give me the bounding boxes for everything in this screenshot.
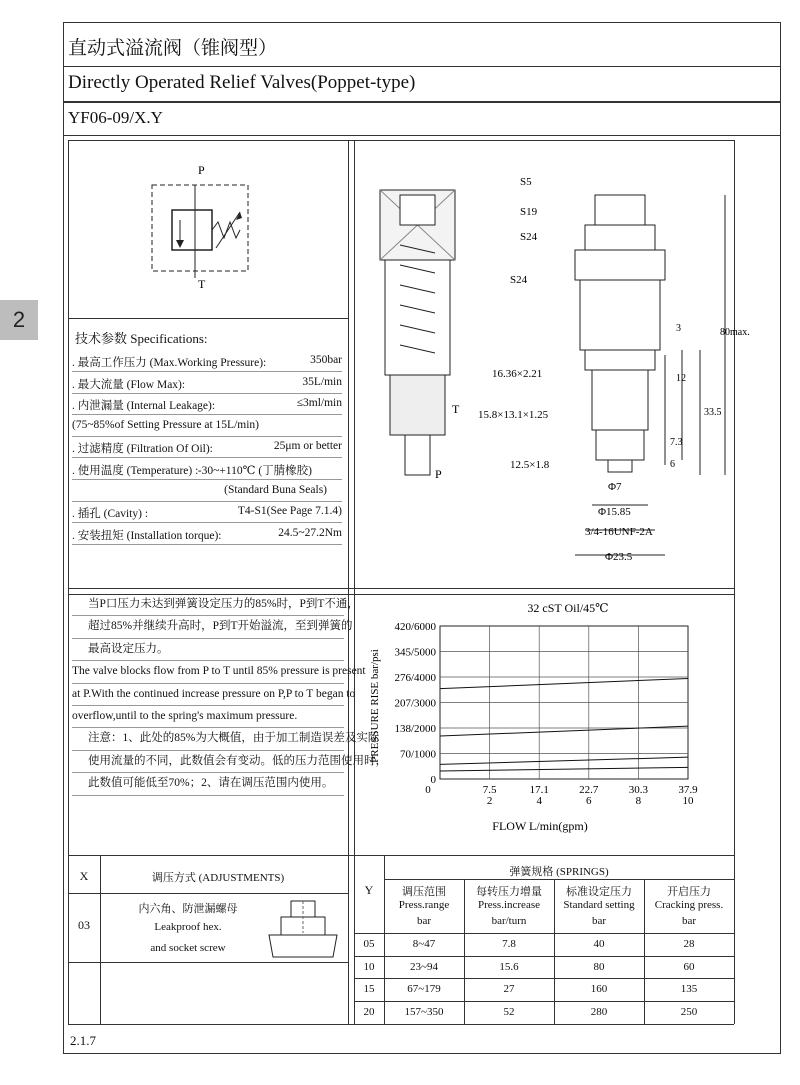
y-tick-label: 345/5000 <box>394 646 436 659</box>
spec-key: . 过滤精度 (Filtration Of Oil): <box>72 443 213 456</box>
description-line: The valve blocks flow from P to T until 85% pressure is present <box>72 661 344 683</box>
divider <box>63 101 780 103</box>
section-port-t: T <box>452 402 460 416</box>
dim-12: 12 <box>676 373 686 384</box>
spring-value: 157~350 <box>404 1005 444 1018</box>
adj-col-x: X <box>79 869 89 883</box>
spec-key: (75~85%of Setting Pressure at 15L/min) <box>72 418 259 431</box>
spec-value: -30~+110℃ (丁腈橡胶) <box>197 465 312 477</box>
y-tick-label: 207/3000 <box>394 697 436 710</box>
divider <box>68 318 348 319</box>
outline-view <box>575 195 665 472</box>
divider <box>354 1001 734 1002</box>
spec-value: 350bar <box>310 354 342 366</box>
spring-value: 67~179 <box>407 983 441 995</box>
dim-6: 6 <box>670 459 675 470</box>
spring-code: 10 <box>363 960 375 973</box>
x-tick-label-gpm: 8 <box>635 795 642 807</box>
spec-row <box>72 459 342 480</box>
spec-value: (Standard Buna Seals) <box>224 483 327 496</box>
description-line: 使用流量的不同，此数值会有变动。低的压力范围使用时， <box>72 751 344 773</box>
divider <box>68 140 734 141</box>
spec-key: . 最大流量 (Flow Max): <box>72 378 186 391</box>
series-line <box>440 767 688 771</box>
spec-row <box>72 437 342 458</box>
adj-desc-en1: Leakproof hex. <box>154 921 222 933</box>
spec-key: . 使用温度 (Temperature) : <box>72 465 199 477</box>
spring-value: 15.6 <box>499 960 519 973</box>
dimension-lines <box>575 195 725 555</box>
y-tick-label: 276/4000 <box>394 672 436 684</box>
label-oring2: 15.8×13.1×1.25 <box>478 409 549 421</box>
springs-col-header: bar <box>416 915 432 927</box>
springs-col-header: Press.increase <box>477 899 540 911</box>
chart-title: 32 cST Oil/45℃ <box>527 601 609 615</box>
spec-row <box>72 502 342 523</box>
series-line <box>440 757 688 764</box>
divider <box>68 1024 734 1025</box>
adj-code: 03 <box>78 918 90 932</box>
section-tab <box>0 300 38 340</box>
adjustments-table <box>68 855 348 1024</box>
section-port-p: P <box>435 467 442 481</box>
divider <box>63 135 780 136</box>
spec-key: . 内泄漏量 (Internal Leakage): <box>72 400 216 413</box>
adjust-arrow <box>216 212 240 248</box>
spec-value: ≤3ml/min <box>296 397 342 410</box>
series-line <box>440 678 688 688</box>
spring-icon <box>212 222 240 238</box>
spec-key: . 最高工作压力 (Max.Working Pressure): <box>72 357 267 369</box>
x-tick-label-gpm: 4 <box>536 795 542 807</box>
x-tick-label-gpm: 6 <box>586 795 592 807</box>
label-d15: Φ15.85 <box>598 506 631 518</box>
dim-80: 80max. <box>720 327 750 338</box>
springs-col-header: Standard setting <box>563 899 635 911</box>
arrow-head <box>176 240 184 248</box>
adj-desc-cn: 内六角、防泄漏螺母 <box>138 903 238 915</box>
spec-value: T4-S1(See Page 7.1.4) <box>237 505 342 518</box>
x-tick-label: 0 <box>425 784 431 796</box>
divider <box>384 879 734 880</box>
title-en: Directly Operated Relief Valves(Poppet-type) <box>68 72 416 93</box>
chart-ylabel: PRESSURE RISE bar/psi <box>369 649 381 763</box>
label-d23: Φ23.5 <box>605 551 633 563</box>
divider <box>354 933 734 934</box>
springs-col-header: 调压范围 <box>402 886 446 898</box>
symbol-port-t: T <box>198 277 206 291</box>
spring-value: 27 <box>503 983 515 995</box>
specs-heading: 技术参数 Specifications: <box>75 331 208 346</box>
description-line: 注意：1、此处的85%为大概值，由于加工制造误差及实际 <box>72 728 344 750</box>
label-s19: S19 <box>520 206 538 218</box>
x-tick-label-gpm: 10 <box>682 795 694 807</box>
x-tick-label: 17.1 <box>529 784 549 796</box>
spring-code: 20 <box>363 1005 375 1018</box>
springs-table <box>354 855 734 1024</box>
x-tick-label: 30.3 <box>628 784 649 796</box>
spring-value: 7.8 <box>502 938 516 950</box>
page-number: 2.1.7 <box>70 1033 96 1048</box>
divider <box>63 66 780 67</box>
description-line: 超过85%并继续升高时，P到T开始溢流，至到弹簧的 <box>72 616 344 638</box>
x-tick-label-gpm: 2 <box>486 795 493 807</box>
divider <box>354 978 734 979</box>
springs-col-header: Press.range <box>398 899 450 911</box>
description-line: 此数值可能低至70%；2、请在调压范围内使用。 <box>72 773 344 795</box>
x-tick-label: 7.5 <box>482 784 497 796</box>
dim-7: 7.3 <box>670 437 683 448</box>
divider <box>554 879 555 1024</box>
spec-row <box>72 394 342 415</box>
spec-value: 24.5~27.2Nm <box>278 526 342 539</box>
springs-col-header: bar <box>681 915 697 927</box>
springs-col-header: 开启压力 <box>667 886 711 898</box>
x-tick-label: 22.7 <box>579 784 599 796</box>
springs-col-header: 标准设定压力 <box>566 886 632 898</box>
dim-33: 33.5 <box>704 407 722 418</box>
spring-value: 60 <box>683 960 695 973</box>
divider <box>734 140 735 1024</box>
adj-desc-en2: and socket screw <box>150 942 226 954</box>
divider <box>354 956 734 957</box>
label-thread: 3/4-16UNF-2A <box>585 526 653 538</box>
label-d7: Φ7 <box>608 481 622 493</box>
divider <box>68 893 348 894</box>
divider <box>68 588 734 589</box>
springs-col-header: 每转压力增量 <box>476 886 542 898</box>
model-code: YF06-09/X.Y <box>68 108 163 127</box>
spec-row <box>72 481 342 502</box>
y-tick-label: 420/6000 <box>394 621 436 633</box>
title-cn: 直动式溢流阀（锥阀型） <box>68 38 278 59</box>
divider <box>644 879 645 1024</box>
spec-row <box>72 373 342 394</box>
dim-3: 3 <box>676 323 681 334</box>
label-s5: S5 <box>520 176 532 188</box>
spring-value: 280 <box>590 1005 608 1018</box>
section-view <box>380 190 455 475</box>
divider <box>68 962 348 963</box>
symbol-port-p: P <box>198 163 205 177</box>
label-s24a: S24 <box>520 231 538 243</box>
springs-col-header: bar/turn <box>491 915 527 927</box>
symbol-dashed-box <box>152 185 248 271</box>
spec-row <box>72 351 342 372</box>
spring-value: 28 <box>683 938 695 950</box>
spec-key: . 插孔 (Cavity) : <box>72 508 149 521</box>
springs-col-header: bar <box>591 915 607 927</box>
label-s24b: S24 <box>510 274 528 286</box>
springs-col-header: Cracking press. <box>654 899 724 911</box>
spring-value: 135 <box>680 983 698 995</box>
spring-code: 15 <box>363 983 375 995</box>
hydraulic-symbol <box>140 160 260 290</box>
spring-value: 52 <box>503 1005 515 1018</box>
spec-key: . 安装扭矩 (Installation torque): <box>72 529 222 542</box>
hex-screw-icon <box>263 897 343 959</box>
section-tab-label: 2 <box>12 307 26 332</box>
description-line: overflow,until to the spring's maximum pressure. <box>72 706 344 728</box>
spec-row <box>72 524 342 545</box>
spec-row <box>72 416 342 437</box>
description-line: 当P口压力未达到弹簧设定压力的85%时，P到T不通， <box>72 594 344 616</box>
label-oring1: 16.36×2.21 <box>492 368 543 380</box>
spring-code: 05 <box>363 938 375 950</box>
description-line: at P.With the continued increase pressure on P,P to T began to <box>72 684 344 706</box>
valve-drawing <box>360 145 750 585</box>
spring-value: 8~47 <box>412 938 436 950</box>
y-tick-label: 138/2000 <box>394 723 436 735</box>
spring-value: 23~94 <box>410 960 438 973</box>
divider <box>100 855 101 1024</box>
y-tick-label: 70/1000 <box>399 748 436 761</box>
label-oring3: 12.5×1.8 <box>510 459 550 471</box>
spec-value: 25μm or better <box>273 440 342 453</box>
y-tick-label: 0 <box>430 774 436 786</box>
spec-value: 35L/min <box>302 375 342 388</box>
pressure-chart <box>360 596 730 851</box>
spring-value: 80 <box>593 960 605 973</box>
springs-head: 弹簧规格 (SPRINGS) <box>509 866 609 878</box>
divider <box>348 140 349 1024</box>
spring-value: 250 <box>680 1005 698 1018</box>
spring-value: 40 <box>593 938 605 950</box>
chart-xlabel: FLOW L/min(gpm) <box>492 819 588 833</box>
springs-col-y: Y <box>364 883 374 897</box>
description-line: 最高设定压力。 <box>72 639 344 661</box>
spring-value: 160 <box>590 983 608 995</box>
divider <box>464 879 465 1024</box>
x-tick-label: 37.9 <box>678 784 698 796</box>
adj-col-head: 调压方式 (ADJUSTMENTS) <box>151 872 285 884</box>
